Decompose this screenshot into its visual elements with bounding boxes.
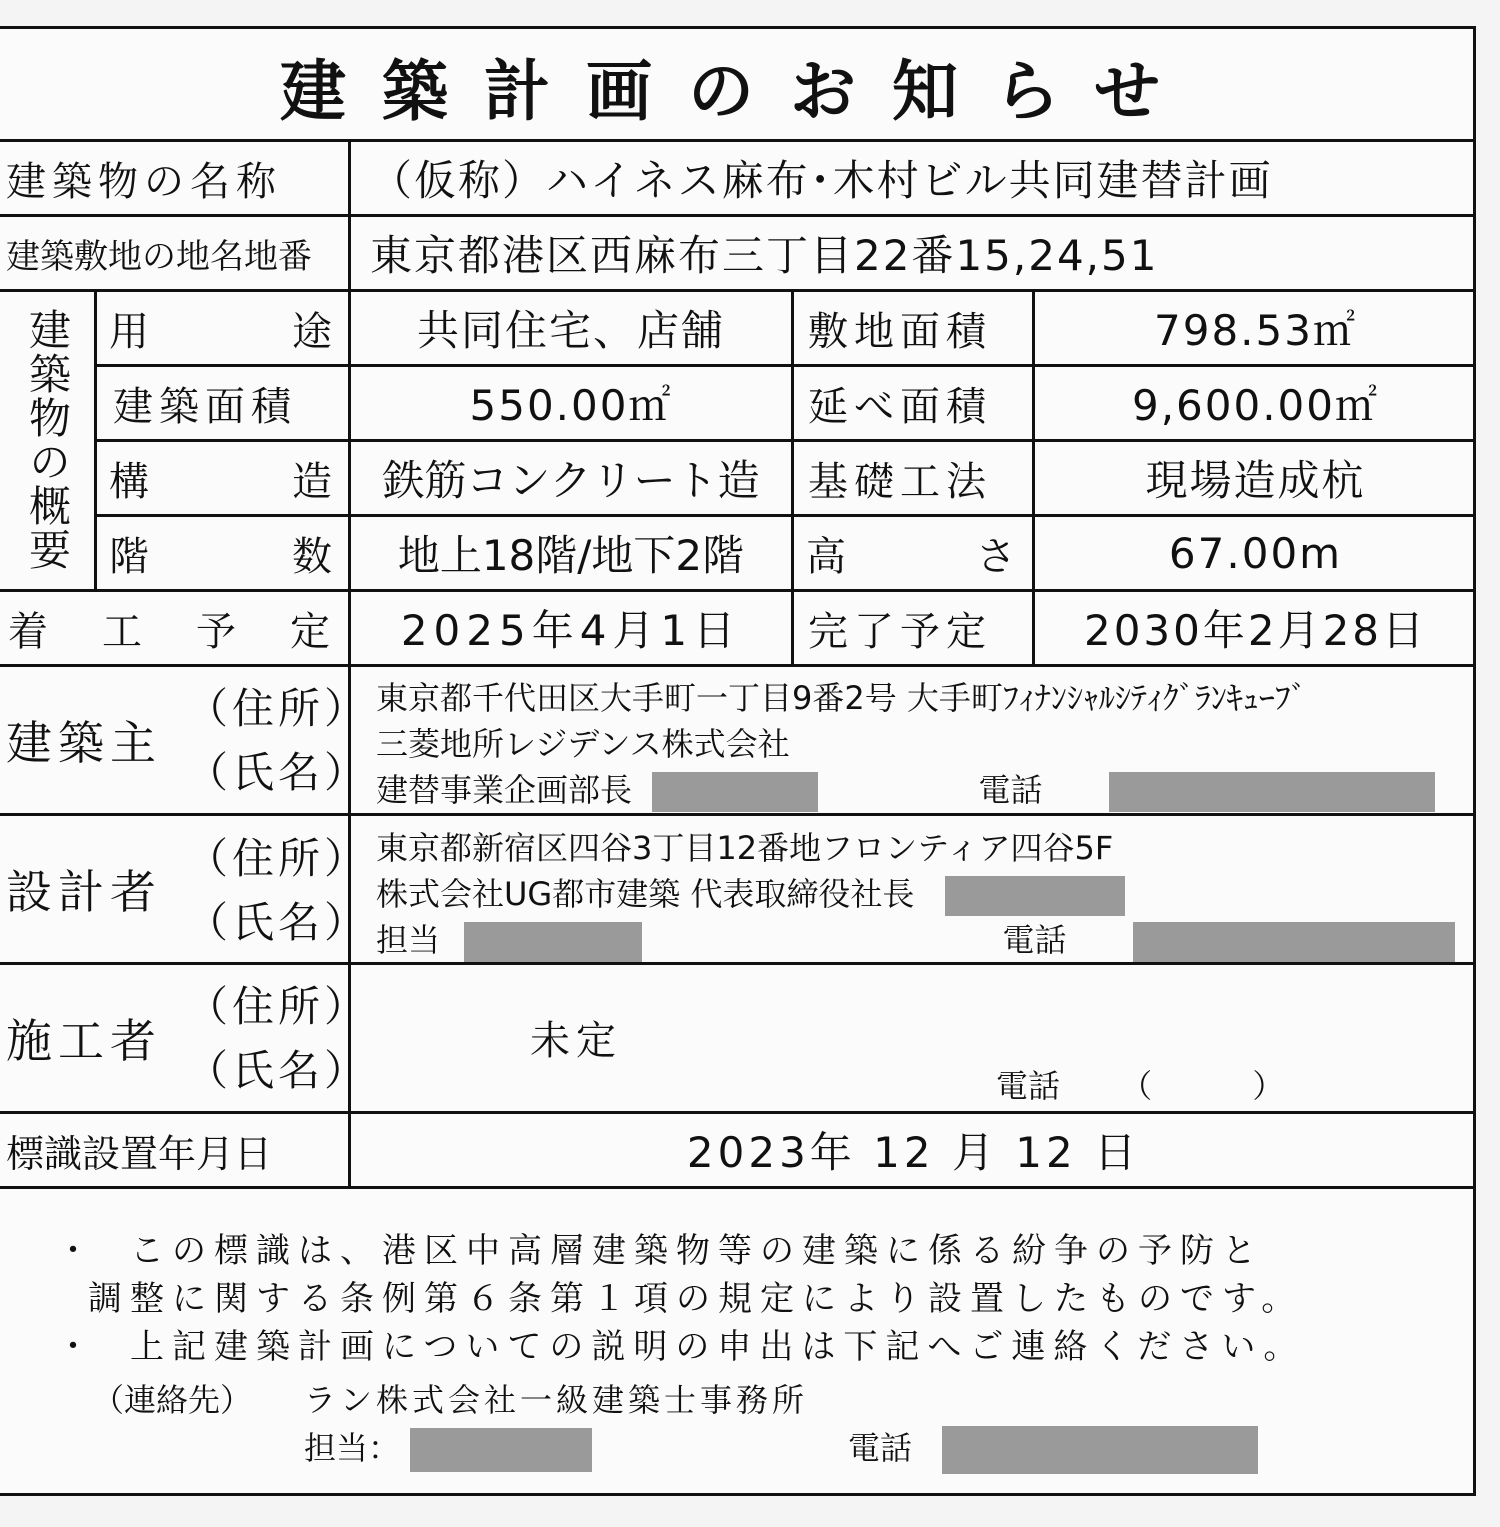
building-name-value: （仮称）ハイネス麻布･木村ビル共同建替計画: [370, 156, 1273, 205]
building-area-label: 建築面積: [113, 383, 297, 430]
start-label: [0, 592, 348, 664]
contact-person-line: [304, 1423, 592, 1472]
owner-address: 東京都千代田区大手町一丁目9番2号 大手町ﾌｨﾅﾝｼｬﾙｼﾃｨｸﾞﾗﾝｷｭｰﾌﾞ: [376, 679, 1307, 717]
height-label: [794, 517, 1032, 589]
designer-address: 東京都新宿区四谷3丁目12番地フロンティア四谷5F: [376, 829, 1114, 867]
redacted-phone: [1109, 772, 1435, 812]
owner-details: [376, 675, 1466, 813]
note-line-1: この標識は、港区中高層建築物等の建築に係る紛争の予防と: [130, 1231, 1264, 1271]
foundation-value: 現場造成杭: [1145, 456, 1366, 505]
contact-phone-label: 電話: [848, 1429, 913, 1467]
designer-person-title: 担当: [376, 921, 441, 959]
structure-value: 鉄筋コンクリート造: [382, 456, 760, 505]
end-value: 2030年2月28日: [1083, 606, 1428, 655]
site-address-value: 東京都港区西麻布三丁目22番15,24,51: [370, 231, 1159, 280]
divider: [791, 289, 794, 667]
start-label-char: 定: [290, 608, 330, 655]
contractor-value: 未定: [530, 1018, 622, 1064]
note-bullet: ・: [56, 1327, 98, 1367]
height-label-a: 高: [806, 533, 846, 580]
contractor-phone-line: [996, 1061, 1296, 1107]
floors-label-a: 階: [109, 533, 149, 580]
address-paren-label: （住所）: [186, 834, 371, 883]
divider: [0, 962, 1476, 965]
designer-person-line: [376, 917, 1466, 963]
designer-company-line: [376, 871, 1466, 917]
start-value: 2025年4月1日: [400, 606, 742, 655]
contact-phone-line: [848, 1423, 1258, 1474]
designer-company: 株式会社UG都市建築 代表取締役社長: [376, 875, 915, 913]
address-paren-label: （住所）: [186, 684, 371, 733]
redacted-phone: [942, 1426, 1258, 1474]
note-line-3: 上記建築計画についての説明の申出は下記へご連絡ください。: [130, 1327, 1306, 1367]
redacted-phone: [1133, 922, 1455, 962]
sign-date-value: 2023年 12 月 12 日: [686, 1128, 1141, 1177]
use-value: 共同住宅、店舗: [416, 306, 725, 355]
designer-phone-label: 電話: [1002, 921, 1067, 959]
phone-paren-close: ）: [1252, 1067, 1285, 1105]
floors-label-b: 数: [292, 533, 332, 580]
owner-paren-labels: [186, 677, 370, 805]
owner-person-title: 建替事業企画部長: [376, 771, 633, 809]
contractor-label: 施工者: [6, 1014, 162, 1068]
start-label-char: 工: [102, 608, 142, 655]
contact-person-label: 担当：: [304, 1429, 401, 1467]
redacted-name: [464, 922, 642, 962]
use-label-b: 途: [292, 308, 332, 355]
divider: [0, 813, 1476, 816]
note-line-2: 調整に関する条例第６条第１項の規定により設置したものです。: [88, 1279, 1304, 1319]
designer-paren-labels: [186, 827, 370, 955]
structure-label-b: 造: [292, 458, 332, 505]
end-label: 完了予定: [808, 608, 992, 655]
owner-phone-label: 電話: [978, 771, 1043, 809]
divider: [0, 664, 1476, 667]
owner-person-line: [376, 767, 1466, 813]
notice-title: 建築計画のお知らせ: [279, 52, 1197, 130]
designer-label: 設計者: [6, 865, 162, 919]
note-bullet: ・: [56, 1231, 98, 1271]
name-paren-label: （氏名）: [186, 748, 371, 797]
structure-label-a: 構: [109, 458, 149, 505]
use-label: [97, 292, 348, 364]
designer-details: [376, 825, 1466, 963]
structure-label: [97, 442, 348, 514]
building-name-label: 建築物の名称: [6, 158, 282, 205]
address-paren-label: （住所）: [186, 982, 371, 1031]
overview-group-label: 建築物の概要: [23, 308, 72, 572]
floors-label: [97, 517, 348, 589]
contact-label: （連絡先）: [92, 1381, 253, 1419]
total-floor-area-value: 9,600.00㎡: [1131, 381, 1380, 430]
name-paren-label: （氏名）: [186, 898, 371, 947]
height-label-b: さ: [976, 533, 1016, 580]
sign-date-label: 標識設置年月日: [6, 1131, 273, 1176]
owner-label: 建築主: [6, 716, 162, 770]
start-label-char: 着: [8, 608, 48, 655]
site-address-label: 建築敷地の地名地番: [6, 236, 312, 277]
contractor-paren-labels: [186, 975, 370, 1103]
total-floor-area-label: 延べ面積: [808, 383, 992, 430]
phone-paren-open: （: [1120, 1067, 1153, 1105]
divider: [0, 1186, 1476, 1189]
contact-company: ラン株式会社一級建築士事務所: [304, 1381, 809, 1419]
redacted-name: [410, 1428, 592, 1472]
use-label-a: 用: [109, 308, 149, 355]
redacted-name: [652, 772, 818, 812]
name-paren-label: （氏名）: [186, 1046, 371, 1095]
height-value: 67.00m: [1168, 528, 1343, 578]
site-area-label: 敷地面積: [808, 308, 992, 355]
contractor-phone-label: 電話: [996, 1067, 1061, 1105]
divider: [1032, 289, 1035, 667]
building-area-value: 550.00㎡: [469, 381, 673, 430]
foundation-label: 基礎工法: [808, 458, 992, 505]
site-area-value: 798.53㎡: [1154, 306, 1357, 355]
redacted-name: [945, 876, 1125, 916]
start-label-char: 予: [196, 608, 236, 655]
notice-board: [0, 26, 1476, 1496]
floors-value: 地上18階/地下2階: [397, 531, 745, 580]
owner-company: 三菱地所レジデンス株式会社: [376, 725, 790, 763]
